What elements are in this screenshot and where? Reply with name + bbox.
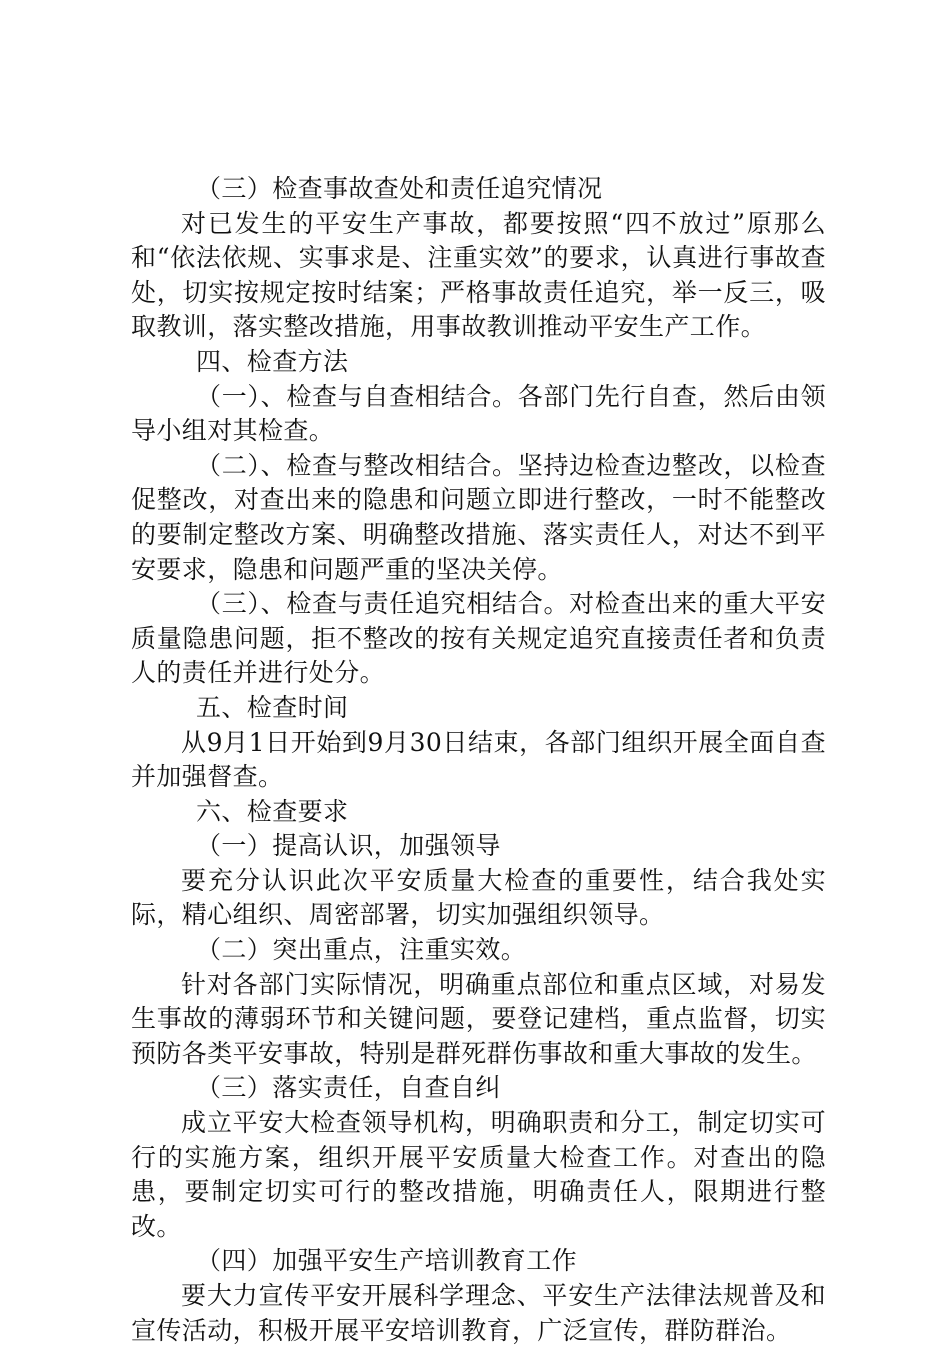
paragraph-accident-investigation: 对已发生的平安生产事故，都要按照“四不放过”原那么和“依法依规、实事求是、注重实效”的要求，认真进行事故查处，切实按规定按时结案；严格事故责任追究，举一反三，吸取教训，落实整改措施，用事故教训推动平安生产工作。 bbox=[131, 208, 826, 342]
paragraph-raise-awareness: 要充分认识此次平安质量大检查的重要性，结合我处实际，精心组织、周密部署，切实加强组织领导。 bbox=[131, 865, 826, 930]
document-body bbox=[131, 172, 826, 1348]
section-heading-inspection-requirements: 六、检查要求 bbox=[196, 796, 349, 826]
subsection-heading-key-points: （二）突出重点，注重实效。 bbox=[196, 935, 527, 965]
section-heading-inspection-time: 五、检查时间 bbox=[196, 692, 349, 722]
paragraph-responsibility: 成立平安大检查领导机构，明确职责和分工，制定切实可行的实施方案，组织开展平安质量大检查工作。对查出的隐患，要制定切实可行的整改措施，明确责任人，限期进行整改。 bbox=[131, 1108, 826, 1241]
paragraph-training: 要大力宣传平安开展科学理念、平安生产法律法规普及和宣传活动，积极开展平安培训教育，广泛宣传，群防群治。 bbox=[131, 1281, 826, 1345]
subsection-heading-training: （四）加强平安生产培训教育工作 bbox=[196, 1246, 578, 1276]
subsection-heading-responsibility: （三）落实责任，自查自纠 bbox=[196, 1073, 501, 1103]
paragraph-method-accountability: （三）、检查与责任追究相结合。对检查出来的重大平安质量隐患问题，拒不整改的按有关规定追究直接责任者和负责人的责任并进行处分。 bbox=[131, 589, 826, 688]
subsection-heading-accident-investigation: （三）检查事故查处和责任追究情况 bbox=[196, 174, 603, 203]
paragraph-key-points: 针对各部门实际情况，明确重点部位和重点区域，对易发生事故的薄弱环节和关键问题，要登记建档，重点监督，切实预防各类平安事故，特别是群死群伤事故和重大事故的发生。 bbox=[131, 969, 826, 1068]
section-heading-inspection-methods: 四、检查方法 bbox=[196, 346, 349, 376]
paragraph-inspection-time: 从9月1日开始到9月30日结束，各部门组织开展全面自查并加强督查。 bbox=[131, 727, 826, 792]
paragraph-method-self-inspection: （一）、检查与自查相结合。各部门先行自查，然后由领导小组对其检查。 bbox=[131, 381, 826, 446]
subsection-heading-raise-awareness: （一）提高认识，加强领导 bbox=[196, 831, 501, 861]
paragraph-method-rectification: （二）、检查与整改相结合。坚持边检查边整改，以检查促整改，对查出来的隐患和问题立即进行整改，一时不能整改的要制定整改方案、明确整改措施、落实责任人，对达不到平安要求，隐患和问题严重的坚决关停。 bbox=[131, 450, 826, 584]
